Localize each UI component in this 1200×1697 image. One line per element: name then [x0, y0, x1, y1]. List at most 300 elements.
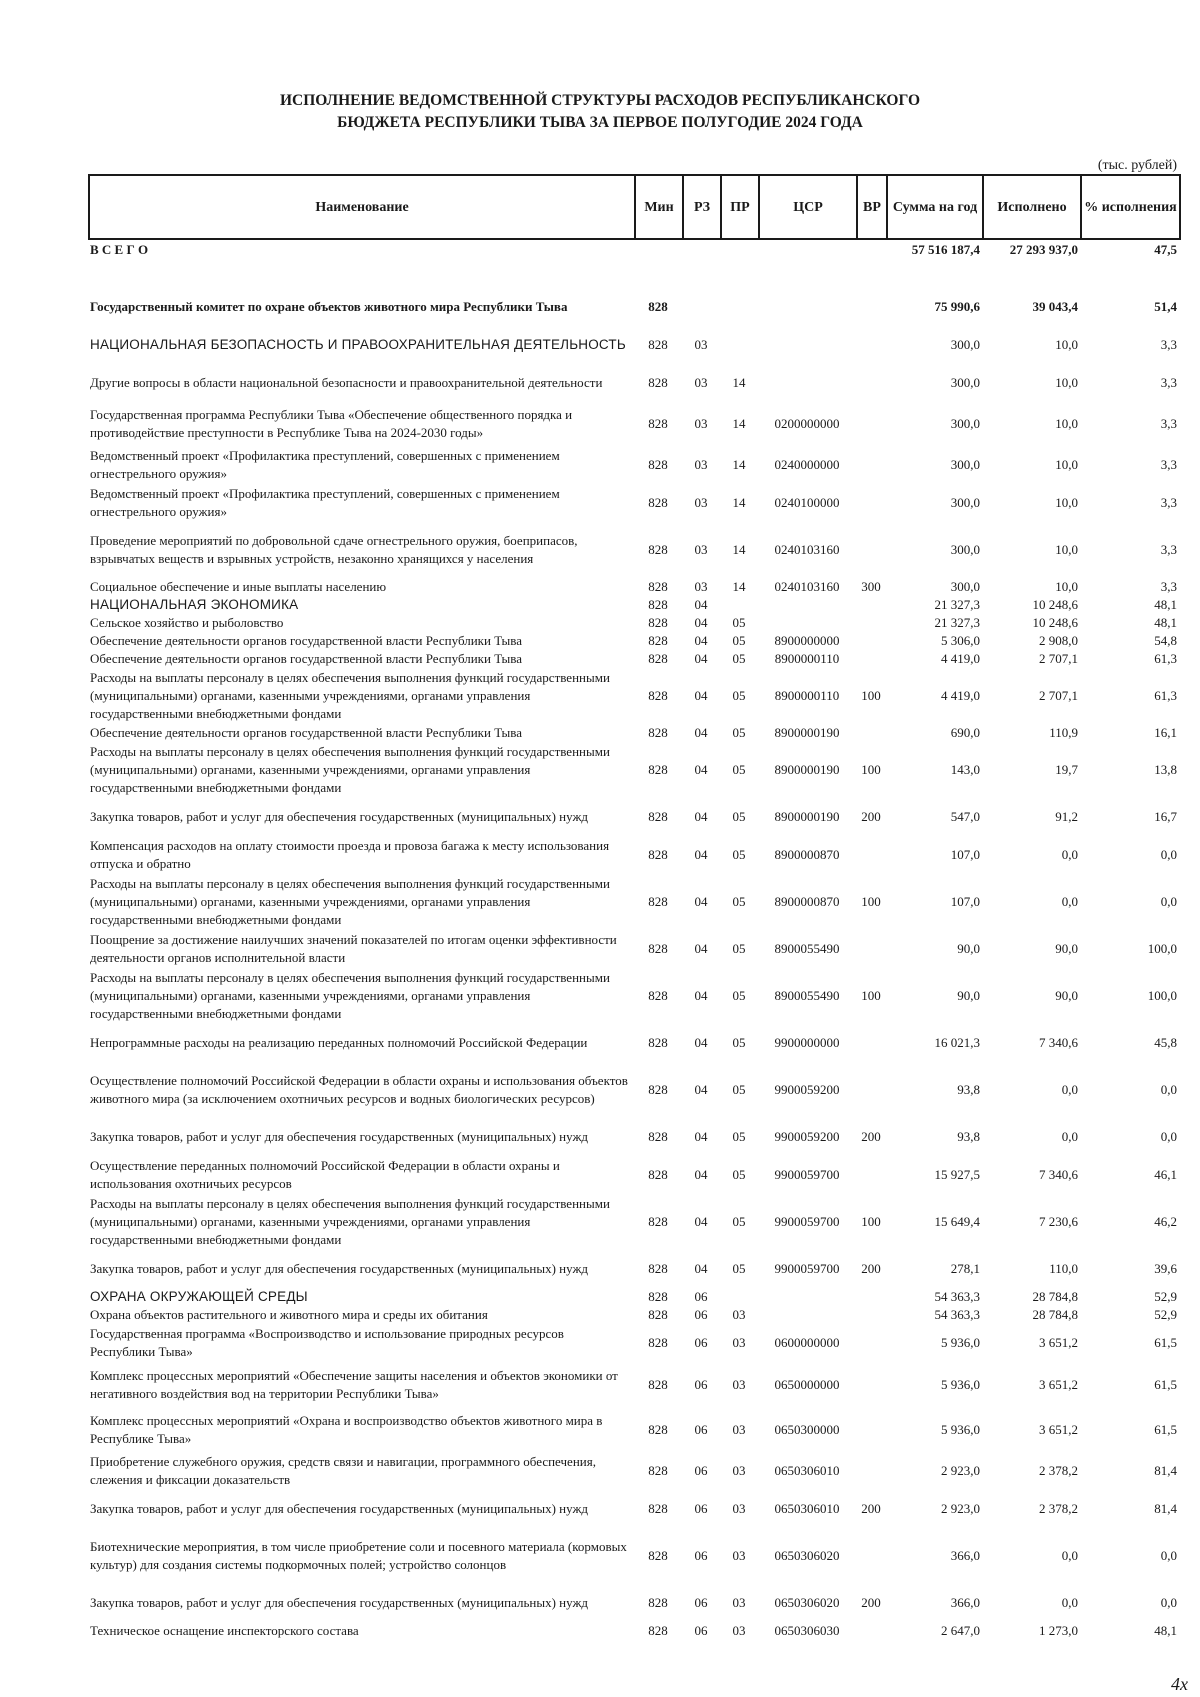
table-row	[88, 326, 1179, 364]
cell-rz: 04	[694, 762, 708, 777]
cell-vr	[856, 1528, 886, 1584]
cell-done: 1 273,0	[1039, 1623, 1078, 1638]
cell-vr	[856, 240, 886, 260]
cell-name: Закупка товаров, работ и услуг для обеспечения государственных (муниципальных) нужд	[90, 809, 589, 824]
cell-name: Осуществление переданных полномочий Российской Федерации в области охраны и использования охотничьих ресурсов	[90, 1158, 560, 1191]
cell-rz: 03	[694, 375, 708, 390]
cell-sum: 16 021,3	[934, 1035, 980, 1050]
cell-pr: 05	[732, 633, 746, 648]
cell-pct: 45,8	[1154, 1035, 1177, 1050]
table-row	[88, 1118, 1179, 1156]
cell-csr: 8900055490	[774, 988, 840, 1003]
cell-pr: 05	[732, 615, 746, 630]
cell-pr: 05	[732, 1167, 746, 1182]
col-header-name: Наименование	[89, 175, 635, 239]
table-row	[88, 614, 1179, 632]
cell-csr: 8900000000	[774, 633, 840, 648]
cell-name: Расходы на выплаты персоналу в целях обеспечения выполнения функций государственными (муниципальными) органами, казенными учреждениями, органами управления государственными внебюджетными фондами	[90, 970, 610, 1021]
cell-csr: 8900000190	[774, 725, 840, 740]
table-row	[88, 596, 1179, 614]
cell-pr	[720, 596, 758, 614]
cell-csr: 0600000000	[774, 1335, 840, 1350]
cell-sum: 15 927,5	[934, 1167, 980, 1182]
table-row	[88, 1194, 1179, 1250]
cell-pct: 61,3	[1154, 651, 1177, 666]
cell-pct: 3,3	[1160, 375, 1177, 390]
cell-csr: 8900000190	[774, 809, 840, 824]
title-line-2: БЮДЖЕТА РЕСПУБЛИКИ ТЫВА ЗА ПЕРВОЕ ПОЛУГОДИЕ 2024 ГОДА	[337, 114, 863, 131]
cell-pr: 05	[732, 894, 746, 909]
cell-min: 828	[648, 495, 668, 510]
cell-vr: 200	[861, 1595, 881, 1610]
cell-done: 7 340,6	[1039, 1035, 1078, 1050]
cell-name: ОХРАНА ОКРУЖАЮЩЕЙ СРЕДЫ	[90, 1289, 308, 1304]
cell-pr: 05	[732, 988, 746, 1003]
cell-sum: 4 419,0	[941, 688, 980, 703]
cell-rz: 04	[694, 894, 708, 909]
cell-name: Компенсация расходов на оплату стоимости проезда и провоза багажа к месту использования отпуска и обратно	[90, 838, 610, 871]
cell-rz: 03	[694, 457, 708, 472]
cell-done: 90,0	[1055, 941, 1078, 956]
cell-vr	[856, 1306, 886, 1324]
cell-vr: 100	[861, 688, 881, 703]
cell-min: 828	[648, 988, 668, 1003]
col-header-vr: ВР	[857, 175, 887, 239]
cell-rz: 06	[694, 1548, 708, 1563]
cell-rz: 04	[694, 941, 708, 956]
cell-vr: 100	[861, 988, 881, 1003]
cell-vr	[856, 1362, 886, 1408]
table-row	[88, 1622, 1179, 1640]
table-row	[88, 260, 1179, 288]
cell-vr	[856, 1452, 886, 1490]
cell-done: 10,0	[1055, 579, 1078, 594]
cell-done: 2 707,1	[1039, 688, 1078, 703]
cell-rz: 04	[694, 615, 708, 630]
cell-csr: 9900059200	[774, 1082, 840, 1097]
col-header-min: Мин	[635, 175, 683, 239]
cell-sum: 57 516 187,4	[911, 242, 980, 257]
cell-sum: 2 647,0	[941, 1623, 980, 1638]
cell-name: Расходы на выплаты персоналу в целях обеспечения выполнения функций государственными (муниципальными) органами, казенными учреждениями, органами управления государственными внебюджетными фондами	[90, 670, 610, 721]
cell-done: 7 230,6	[1039, 1214, 1078, 1229]
cell-sum: 300,0	[950, 579, 980, 594]
cell-min: 828	[648, 597, 668, 612]
cell-pct: 48,1	[1154, 1623, 1177, 1638]
cell-sum: 300,0	[950, 375, 980, 390]
cell-pct: 51,4	[1154, 299, 1177, 314]
cell-rz	[682, 240, 720, 260]
cell-pr: 05	[732, 688, 746, 703]
cell-pct: 0,0	[1160, 1595, 1177, 1610]
cell-name: Обеспечение деятельности органов государственной власти Республики Тыва	[90, 651, 522, 666]
cell-min: 828	[648, 416, 668, 431]
cell-pr: 03	[732, 1463, 746, 1478]
col-header-sum: Сумма на год	[887, 175, 983, 239]
cell-rz: 04	[694, 1035, 708, 1050]
cell-name: Закупка товаров, работ и услуг для обеспечения государственных (муниципальных) нужд	[90, 1501, 589, 1516]
cell-pr: 05	[732, 725, 746, 740]
table-row	[88, 1288, 1179, 1306]
cell-rz: 04	[694, 597, 708, 612]
cell-vr: 300	[861, 579, 881, 594]
cell-min: 828	[648, 1422, 668, 1437]
cell-csr: 8900000870	[774, 847, 840, 862]
cell-csr: 0240000000	[774, 457, 840, 472]
cell-pr: 05	[732, 847, 746, 862]
cell-vr: 100	[861, 762, 881, 777]
cell-pr: 03	[732, 1595, 746, 1610]
cell-min: 828	[648, 1548, 668, 1563]
cell-min: 828	[648, 1595, 668, 1610]
cell-pct: 3,3	[1160, 579, 1177, 594]
cell-min: 828	[648, 809, 668, 824]
cell-done: 0,0	[1061, 1595, 1078, 1610]
cell-done: 110,9	[1049, 725, 1078, 740]
cell-min: 828	[648, 1035, 668, 1050]
cell-pct: 61,3	[1154, 688, 1177, 703]
cell-rz: 06	[694, 1501, 708, 1516]
cell-min: 828	[648, 762, 668, 777]
cell-pct: 61,5	[1154, 1422, 1177, 1437]
cell-rz: 06	[694, 1463, 708, 1478]
cell-pr: 05	[732, 809, 746, 824]
cell-csr: 0650306010	[774, 1501, 840, 1516]
cell-rz: 04	[694, 988, 708, 1003]
cell-rz: 06	[694, 1289, 708, 1304]
cell-done: 0,0	[1061, 894, 1078, 909]
cell-sum	[886, 260, 982, 288]
cell-vr	[856, 1288, 886, 1306]
cell-min: 828	[648, 1082, 668, 1097]
cell-name: Охрана объектов растительного и животного мира и среды их обитания	[90, 1307, 488, 1322]
cell-pr	[720, 288, 758, 326]
cell-vr	[856, 632, 886, 650]
cell-vr	[856, 724, 886, 742]
cell-min: 828	[648, 651, 668, 666]
cell-vr	[856, 1062, 886, 1118]
cell-min: 828	[648, 337, 668, 352]
cell-done: 2 378,2	[1039, 1463, 1078, 1478]
table-row	[88, 930, 1179, 968]
cell-name: Расходы на выплаты персоналу в целях обеспечения выполнения функций государственными (муниципальными) органами, казенными учреждениями, органами управления государственными внебюджетными фондами	[90, 744, 610, 795]
cell-min: 828	[648, 1501, 668, 1516]
cell-csr: 0200000000	[774, 416, 840, 431]
cell-done: 0,0	[1061, 1548, 1078, 1563]
cell-done: 0,0	[1061, 1129, 1078, 1144]
cell-vr: 200	[861, 1129, 881, 1144]
cell-pct: 3,3	[1160, 416, 1177, 431]
cell-csr	[758, 614, 856, 632]
cell-min: 828	[648, 1463, 668, 1478]
table-row	[88, 650, 1179, 668]
cell-sum: 93,8	[957, 1082, 980, 1097]
cell-vr	[856, 1024, 886, 1062]
cell-pr: 03	[732, 1501, 746, 1516]
cell-min	[634, 260, 682, 288]
cell-pr: 05	[732, 651, 746, 666]
cell-pct: 0,0	[1160, 1082, 1177, 1097]
cell-done: 110,0	[1049, 1261, 1078, 1276]
cell-sum: 300,0	[950, 337, 980, 352]
cell-done: 10 248,6	[1032, 615, 1078, 630]
col-header-done: Исполнено	[983, 175, 1081, 239]
cell-sum: 300,0	[950, 542, 980, 557]
cell-min: 828	[648, 1335, 668, 1350]
cell-csr: 9900059700	[774, 1261, 840, 1276]
cell-name: Расходы на выплаты персоналу в целях обеспечения выполнения функций государственными (муниципальными) органами, казенными учреждениями, органами управления государственными внебюджетными фондами	[90, 876, 610, 927]
cell-pr	[720, 1288, 758, 1306]
table-row	[88, 1024, 1179, 1062]
cell-done: 91,2	[1055, 809, 1078, 824]
cell-vr: 200	[861, 1501, 881, 1516]
cell-name: НАЦИОНАЛЬНАЯ БЕЗОПАСНОСТЬ И ПРАВООХРАНИТЕЛЬНАЯ ДЕЯТЕЛЬНОСТЬ	[90, 337, 626, 352]
cell-vr	[856, 1622, 886, 1640]
cell-sum: 300,0	[950, 495, 980, 510]
cell-min: 828	[648, 1307, 668, 1322]
cell-rz: 03	[694, 416, 708, 431]
cell-rz: 03	[694, 579, 708, 594]
cell-min: 828	[648, 375, 668, 390]
table-row	[88, 578, 1179, 596]
cell-rz: 04	[694, 688, 708, 703]
table-body	[88, 240, 1179, 1640]
cell-name: Государственная программа «Воспроизводство и использование природных ресурсов Республики Тыва»	[90, 1326, 564, 1359]
cell-vr: 200	[861, 1261, 881, 1276]
cell-rz: 03	[694, 495, 708, 510]
cell-pct: 52,9	[1154, 1289, 1177, 1304]
cell-pr: 14	[732, 542, 746, 557]
cell-rz	[682, 288, 720, 326]
cell-rz: 04	[694, 1129, 708, 1144]
cell-pct: 81,4	[1154, 1501, 1177, 1516]
cell-sum: 5 936,0	[941, 1377, 980, 1392]
cell-name: Комплекс процессных мероприятий «Охрана и воспроизводство объектов животного мира в Республике Тыва»	[90, 1413, 603, 1446]
table-row	[88, 1362, 1179, 1408]
cell-name: Государственный комитет по охране объектов животного мира Республики Тыва	[90, 299, 568, 314]
cell-pct: 3,3	[1160, 337, 1177, 352]
cell-min: 828	[648, 299, 668, 314]
cell-csr	[758, 326, 856, 364]
cell-csr	[758, 288, 856, 326]
document-title	[0, 90, 1200, 134]
cell-min: 828	[648, 1261, 668, 1276]
cell-rz: 04	[694, 847, 708, 862]
cell-pr: 05	[732, 1261, 746, 1276]
cell-name: Биотехнические мероприятия, в том числе приобретение соли и посевного материала (кормовых культур) для создания системы подкормочных полей; устройство солонцов	[90, 1539, 627, 1572]
cell-done: 10,0	[1055, 337, 1078, 352]
cell-pr: 05	[732, 1035, 746, 1050]
cell-rz: 04	[694, 1082, 708, 1097]
cell-done: 2 378,2	[1039, 1501, 1078, 1516]
table-row	[88, 288, 1179, 326]
cell-vr	[856, 484, 886, 522]
cell-done: 28 784,8	[1032, 1289, 1078, 1304]
cell-pr: 03	[732, 1377, 746, 1392]
cell-csr: 9900059700	[774, 1167, 840, 1182]
cell-csr: 0650306030	[774, 1623, 840, 1638]
table-row	[88, 402, 1179, 446]
cell-csr: 9900000000	[774, 1035, 840, 1050]
cell-name: Социальное обеспечение и иные выплаты населению	[90, 579, 387, 594]
cell-csr: 9900059200	[774, 1129, 840, 1144]
cell-rz: 06	[694, 1335, 708, 1350]
cell-min: 828	[648, 847, 668, 862]
cell-pct: 3,3	[1160, 495, 1177, 510]
cell-name: Другие вопросы в области национальной безопасности и правоохранительной деятельности	[90, 375, 603, 390]
page-mark: 4х	[1171, 1674, 1188, 1694]
cell-vr	[856, 650, 886, 668]
cell-pct: 52,9	[1154, 1307, 1177, 1322]
cell-vr	[856, 596, 886, 614]
cell-rz: 04	[694, 633, 708, 648]
cell-sum: 107,0	[950, 894, 980, 909]
cell-rz: 06	[694, 1422, 708, 1437]
cell-name: Закупка товаров, работ и услуг для обеспечения государственных (муниципальных) нужд	[90, 1595, 589, 1610]
cell-pct: 47,5	[1154, 242, 1177, 257]
cell-vr	[856, 836, 886, 874]
cell-min: 828	[648, 1167, 668, 1182]
cell-pct: 0,0	[1160, 1548, 1177, 1563]
cell-name: Закупка товаров, работ и услуг для обеспечения государственных (муниципальных) нужд	[90, 1261, 589, 1276]
cell-csr: 0650306020	[774, 1548, 840, 1563]
cell-sum: 5 936,0	[941, 1335, 980, 1350]
cell-pr: 03	[732, 1307, 746, 1322]
cell-csr	[758, 1306, 856, 1324]
cell-csr: 0650000000	[774, 1377, 840, 1392]
cell-sum: 2 923,0	[941, 1501, 980, 1516]
cell-done: 10,0	[1055, 457, 1078, 472]
table-row	[88, 874, 1179, 930]
cell-csr	[758, 596, 856, 614]
cell-done: 28 784,8	[1032, 1307, 1078, 1322]
cell-name: Поощрение за достижение наилучших значений показателей по итогам оценки эффективности деятельности органов исполнительной власти	[90, 932, 617, 965]
cell-sum: 93,8	[957, 1129, 980, 1144]
cell-csr	[758, 1288, 856, 1306]
table-row	[88, 1528, 1179, 1584]
cell-name: Комплекс процессных мероприятий «Обеспечение защиты населения и объектов экономики от негативного воздействия вод на территории Республики Тыва»	[90, 1368, 618, 1401]
cell-sum: 547,0	[950, 809, 980, 824]
cell-pct: 100,0	[1147, 988, 1177, 1003]
table-row	[88, 1452, 1179, 1490]
table-row	[88, 1408, 1179, 1452]
cell-rz: 04	[694, 725, 708, 740]
table-row	[88, 1490, 1179, 1528]
cell-min: 828	[648, 894, 668, 909]
cell-pr: 03	[732, 1623, 746, 1638]
cell-pct: 3,3	[1160, 542, 1177, 557]
cell-name: Сельское хозяйство и рыболовство	[90, 615, 284, 630]
cell-pct: 39,6	[1154, 1261, 1177, 1276]
cell-min: 828	[648, 542, 668, 557]
cell-vr	[856, 930, 886, 968]
cell-done	[982, 260, 1080, 288]
cell-pr: 05	[732, 1129, 746, 1144]
cell-pct	[1080, 260, 1179, 288]
cell-rz: 04	[694, 1214, 708, 1229]
cell-sum: 5 306,0	[941, 633, 980, 648]
cell-pr: 14	[732, 579, 746, 594]
cell-sum: 690,0	[950, 725, 980, 740]
cell-csr: 0650306010	[774, 1463, 840, 1478]
cell-vr	[856, 522, 886, 578]
title-line-1: ИСПОЛНЕНИЕ ВЕДОМСТВЕННОЙ СТРУКТУРЫ РАСХОДОВ РЕСПУБЛИКАНСКОГО	[279, 92, 921, 109]
cell-name: Расходы на выплаты персоналу в целях обеспечения выполнения функций государственными (муниципальными) органами, казенными учреждениями, органами управления государственными внебюджетными фондами	[90, 1196, 610, 1247]
cell-sum: 143,0	[950, 762, 980, 777]
cell-sum: 90,0	[957, 941, 980, 956]
cell-vr: 100	[861, 894, 881, 909]
cell-pr: 03	[732, 1548, 746, 1563]
cell-pr: 05	[732, 941, 746, 956]
cell-vr	[856, 326, 886, 364]
cell-sum: 15 649,4	[934, 1214, 980, 1229]
cell-vr	[856, 1156, 886, 1194]
unit-label: (тыс. рублей)	[1097, 158, 1177, 173]
cell-min: 828	[648, 579, 668, 594]
cell-sum: 75 990,6	[934, 299, 980, 314]
cell-csr	[758, 364, 856, 402]
table-row	[88, 1062, 1179, 1118]
cell-pct: 13,8	[1154, 762, 1177, 777]
cell-rz: 06	[694, 1595, 708, 1610]
table-row	[88, 742, 1179, 798]
cell-done: 19,7	[1055, 762, 1078, 777]
cell-done: 27 293 937,0	[1009, 242, 1078, 257]
cell-pr: 03	[732, 1335, 746, 1350]
cell-pct: 16,7	[1154, 809, 1177, 824]
table-row	[88, 798, 1179, 836]
cell-pct: 0,0	[1160, 894, 1177, 909]
cell-done: 0,0	[1061, 1082, 1078, 1097]
cell-min: 828	[648, 1377, 668, 1392]
cell-name: НАЦИОНАЛЬНАЯ ЭКОНОМИКА	[90, 597, 299, 612]
cell-done: 7 340,6	[1039, 1167, 1078, 1182]
cell-pr: 05	[732, 1214, 746, 1229]
cell-name: Ведомственный проект «Профилактика преступлений, совершенных с применением огнестрельного оружия»	[90, 486, 560, 519]
cell-min: 828	[648, 1289, 668, 1304]
col-header-rz: РЗ	[683, 175, 721, 239]
cell-sum: 54 363,3	[934, 1289, 980, 1304]
cell-csr: 0240103160	[774, 579, 840, 594]
cell-sum: 4 419,0	[941, 651, 980, 666]
cell-sum: 2 923,0	[941, 1463, 980, 1478]
cell-pct: 61,5	[1154, 1377, 1177, 1392]
cell-pr: 05	[732, 762, 746, 777]
cell-pr: 03	[732, 1422, 746, 1437]
cell-csr: 8900000870	[774, 894, 840, 909]
table-row	[88, 484, 1179, 522]
cell-min: 828	[648, 941, 668, 956]
cell-pct: 46,2	[1154, 1214, 1177, 1229]
cell-vr	[856, 614, 886, 632]
cell-min: 828	[648, 1129, 668, 1144]
cell-vr	[856, 364, 886, 402]
cell-sum: 366,0	[950, 1548, 980, 1563]
cell-done: 10 248,6	[1032, 597, 1078, 612]
cell-vr	[856, 288, 886, 326]
cell-min: 828	[648, 1214, 668, 1229]
cell-rz: 06	[694, 1307, 708, 1322]
expense-table	[88, 240, 1179, 1640]
cell-rz: 04	[694, 1261, 708, 1276]
cell-vr	[856, 446, 886, 484]
cell-done: 10,0	[1055, 375, 1078, 390]
cell-pr	[720, 326, 758, 364]
cell-done: 10,0	[1055, 416, 1078, 431]
cell-name: Государственная программа Республики Тыва «Обеспечение общественного порядка и противодействие преступности в Республике Тыва на 2024-2030 годы»	[90, 407, 573, 440]
cell-vr: 100	[861, 1214, 881, 1229]
cell-rz	[682, 260, 720, 288]
